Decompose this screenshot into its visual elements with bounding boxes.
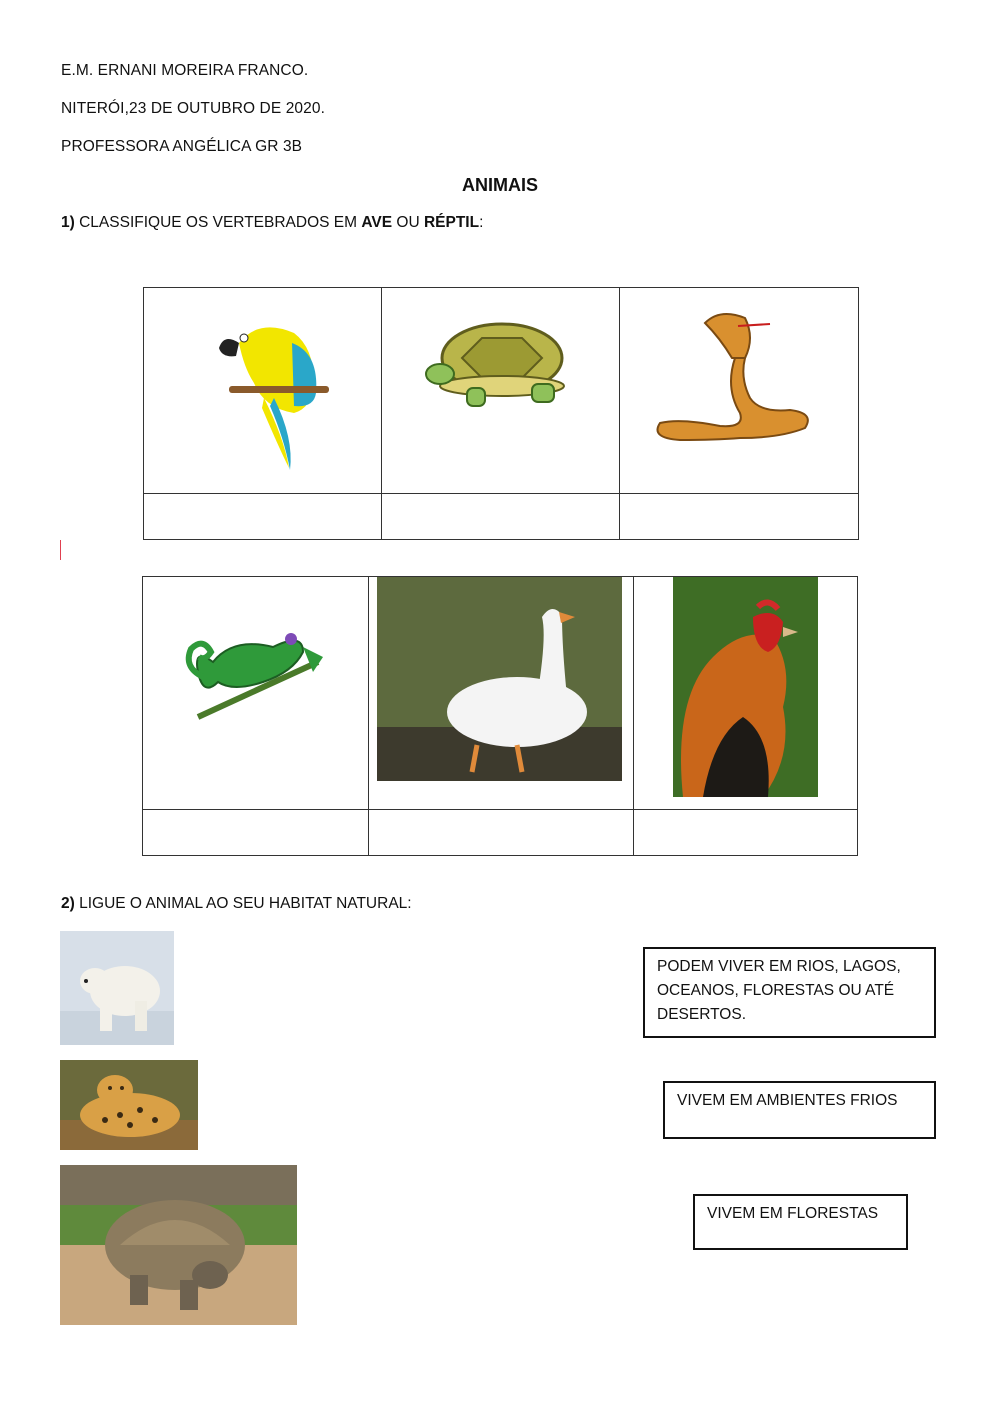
classification-table-2	[142, 576, 858, 856]
answer-cell-turtle[interactable]	[382, 494, 620, 540]
habitat-box-cold[interactable]: VIVEM EM AMBIENTES FRIOS	[663, 1081, 936, 1139]
answer-cell-cobra[interactable]	[620, 494, 859, 540]
turtle-image	[382, 288, 619, 493]
question-1-text-b: OU	[396, 214, 420, 231]
cell-turtle	[382, 288, 620, 494]
text-cursor	[60, 540, 61, 560]
question-2-text: LIGUE O ANIMAL AO SEU HABITAT NATURAL:	[79, 895, 412, 912]
question-1	[61, 214, 483, 232]
cell-rooster	[633, 577, 857, 810]
cell-chameleon	[143, 577, 369, 810]
question-2	[61, 895, 412, 913]
school-name: E.M. ERNANI MOREIRA FRANCO.	[61, 62, 309, 79]
classification-table-1	[143, 287, 859, 540]
chameleon-image	[143, 577, 368, 809]
habitat-box-water[interactable]: PODEM VIVER EM RIOS, LAGOS, OCEANOS, FLORESTAS OU ATÉ DESERTOS.	[643, 947, 936, 1038]
cell-cobra	[620, 288, 859, 494]
question-2-number: 2)	[61, 895, 75, 912]
date-line: NITERÓI,23 DE OUTUBRO DE 2020.	[61, 100, 325, 117]
polar-bear-photo[interactable]	[60, 931, 174, 1045]
teacher-line: PROFESSORA ANGÉLICA GR 3B	[61, 138, 303, 155]
answer-cell-parrot[interactable]	[144, 494, 382, 540]
answer-cell-goose[interactable]	[369, 810, 634, 856]
question-1-text-a: CLASSIFIQUE OS VERTEBRADOS EM	[79, 214, 358, 231]
cell-goose	[369, 577, 634, 810]
answer-cell-rooster[interactable]	[633, 810, 857, 856]
goose-photo	[377, 577, 622, 781]
answer-cell-chameleon[interactable]	[143, 810, 369, 856]
rooster-photo	[673, 577, 818, 797]
habitat-box-forest[interactable]: VIVEM EM FLORESTAS	[693, 1194, 908, 1250]
cobra-image	[620, 288, 858, 493]
question-1-number: 1)	[61, 214, 75, 231]
cell-parrot	[144, 288, 382, 494]
parrot-image	[144, 288, 381, 493]
word-reptil: RÉPTIL	[423, 214, 480, 231]
word-ave: AVE	[361, 214, 393, 231]
question-1-colon: :	[479, 214, 484, 231]
jaguar-photo[interactable]	[60, 1060, 198, 1150]
page-title: ANIMAIS	[462, 175, 538, 195]
tortoise-photo[interactable]	[60, 1165, 297, 1325]
